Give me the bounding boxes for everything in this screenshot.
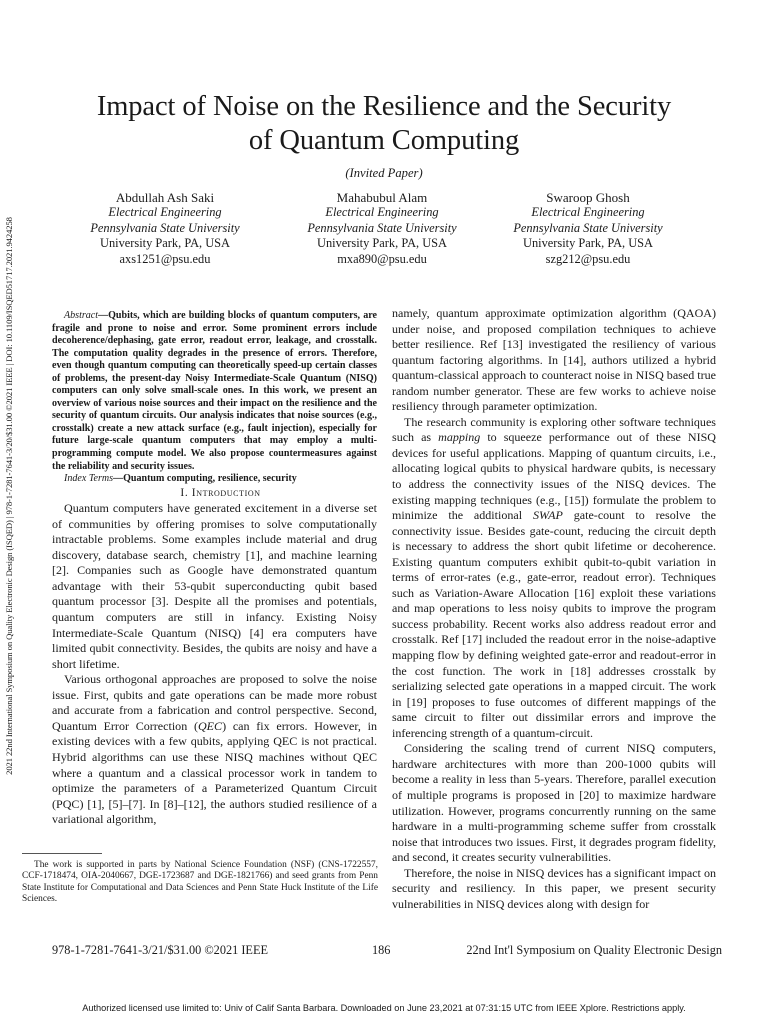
mapping-term: mapping bbox=[438, 430, 481, 445]
intro-paragraph-2 bbox=[52, 672, 377, 827]
author-name: Swaroop Ghosh bbox=[546, 190, 630, 205]
section-title: Introduction bbox=[191, 486, 261, 499]
section-heading bbox=[52, 486, 377, 502]
index-terms bbox=[52, 473, 377, 486]
right-paragraph-2-text-a: The research community is exploring other software techniques such as bbox=[392, 414, 716, 445]
doi-sidebar-text: 2021 22nd International Symposium on Quality Electronic Design (ISQED) | 978-1-7281-7641-3/20/$31.00 ©2021 IEEE | DOI: 10.1109/ISQED51717.2021.9424258 bbox=[4, 217, 14, 775]
footnote-divider bbox=[22, 853, 102, 854]
author-department: Electrical Engineering bbox=[108, 205, 222, 220]
author-university: Pennsylvania State University bbox=[513, 220, 663, 235]
page-number: 186 bbox=[372, 943, 391, 957]
authorized-use-notice: Authorized licensed use limited to: Univ of Calif Santa Barbara. Downloaded on June 23,2021 at 07:31:15 UTC from IEEE Xplore. Restrictions apply. bbox=[82, 1003, 686, 1013]
right-paragraph-1: namely, quantum approximate optimization algorithm (QAOA) under noise, and proposed compilation techniques to achieve better resilience. Ref [13] investigated the resiliency of various quantum factoring algorithms. In [14], authors utilized a hybrid quantum-classical approach to counteract noise in NISQ based true random number generator. These are few works to achieve noise resiliency through parameter optimization. bbox=[392, 306, 716, 414]
abstract-text: —Qubits, which are building blocks of quantum computers, are fragile and prone to noise and error. Some prominent errors include decoherence/dephasing, gate error, readout error, leakage, and crosstalk. The computation quality degrades in the presence of errors. Therefore, even though quantum computing can theoretically speed-up certain classes of problems, the present-day Noisy Intermediate-Scale Quantum (NISQ) computers can only solve small-scale ones. In this work, we present an overview of various noise sources and their impact on the resilience and the security of quantum circuits. Our analysis indicates that noise sources (e.g., crosstalk) create a new attack surface (e.g., fault injection), especially for future large-scale quantum computers that may employ a multi-programming compute model. We also propose countermeasures against the reliability and security issues. bbox=[52, 310, 377, 472]
author-location: University Park, PA, USA bbox=[317, 236, 447, 251]
left-column bbox=[52, 310, 377, 828]
footer-conference: 22nd Int'l Symposium on Quality Electronic Design bbox=[466, 943, 722, 957]
author-university: Pennsylvania State University bbox=[307, 220, 457, 235]
author-name: Mahabubul Alam bbox=[336, 190, 428, 205]
intro-paragraph-2-text-b: ) can fix errors. However, in existing devices with a few qubits, applying QEC is not practical. Hybrid algorithms can use these NISQ machines without QEC where a quantum and a classical processor work in tandem to optimize the parameters of a Parameterized Quantum Circuit (PQC) [1], [5]–[7]. In [8]–[12], the authors studied resilience of a variational algorithm, bbox=[52, 718, 377, 827]
footer-isbn: 978-1-7281-7641-3/21/$31.00 ©2021 IEEE bbox=[52, 943, 268, 957]
author-email: szg212@psu.edu bbox=[545, 251, 631, 266]
author-location: University Park, PA, USA bbox=[100, 236, 230, 251]
author-email: axs1251@psu.edu bbox=[119, 251, 211, 266]
right-paragraph-2 bbox=[392, 415, 716, 741]
author-name: Abdullah Ash Saki bbox=[115, 190, 215, 205]
abstract-label: Abstract bbox=[64, 310, 99, 321]
right-paragraph-3: Considering the scaling trend of current NISQ computers, hardware architectures with more than 200-1000 qubits will become a reality in less than 5-years. Therefore, parallel execution of multiple programs is proposed in [20] to maximize hardware utilization. However, programs concurrently running on the same hardware in a multi-programming scheme suffer from crosstalk noise that introduces two issues. First, it degrades program fidelity, and second, it creates security vulnerabilities. bbox=[392, 741, 716, 865]
index-terms-label: Index Terms bbox=[64, 473, 114, 485]
swap-term: SWAP bbox=[532, 508, 563, 523]
author-block-3 bbox=[493, 190, 683, 267]
right-column bbox=[392, 306, 716, 912]
author-block-2 bbox=[287, 190, 477, 267]
funding-footnote: The work is supported in parts by National Science Foundation (NSF) (CNS-1722557, CCF-1718474, OIA-2040667, DGE-1723687 and DGE-1821766) and seed grants from Penn State Institute for Computational and Data Sciences and Penn State Huck Institute of the Life Sciences. bbox=[22, 860, 378, 904]
invited-paper-note: (Invited Paper) bbox=[345, 166, 423, 180]
right-paragraph-4: Therefore, the noise in NISQ devices has a significant impact on security and resiliency. In this paper, we present security vulnerabilities in NISQ devices along with design for bbox=[392, 865, 716, 911]
right-paragraph-2-text-b: to squeeze performance out of these NISQ devices for useful applications. Mapping of quantum circuits, i.e., allocating logical qubits to physical hardware qubits, is necessary to address the connectivity issues of the NISQ devices. The existing mapping techniques (e.g., [15]) formulate the problem to minimize the additional bbox=[392, 430, 717, 523]
paper-title-line-2: of Quantum Computing bbox=[248, 125, 520, 156]
author-location: University Park, PA, USA bbox=[523, 236, 653, 251]
section-number: I. bbox=[180, 486, 189, 499]
right-paragraph-2-text-c: gate-count to resolve the connectivity issue. Besides gate-count, reducing the circuit depth is necessary to address the short qubit lifetime or decoherence. Existing quantum computers exhibit qubit-to-qubit variation in terms of error-rates (e.g., gate-error, readout error). Techniques such as Variation-Aware Allocation [16] exploit these variations and map operations to less noisy qubits to improve the program success probability. Recent works also address readout error and crosstalk. Ref [17] included the readout error in the noise-adaptive mapping flow by defining weighted gate-error and readout-error in the cost function. The work in [18] addresses crosstalk by serializing selected gate operations in a mapped circuit. The work in [19] proposes to fuse outcomes of different mappings of the same circuit to filter out dissimilar errors and improve the inferencing strength of a quantum-circuit. bbox=[392, 508, 717, 740]
paper-title bbox=[40, 90, 728, 158]
doi-sidebar bbox=[2, 186, 16, 806]
paper-title-line-1: Impact of Noise on the Resilience and the Security bbox=[96, 91, 672, 122]
author-university: Pennsylvania State University bbox=[90, 220, 240, 235]
qec-term: QEC bbox=[197, 718, 223, 733]
intro-paragraph-2-text-a: Various orthogonal approaches are proposed to solve the noise issue. First, qubits and gate operations can be made more robust and accurate from a fabrication and control perspective. Second, Quantum Error Correction ( bbox=[52, 672, 377, 733]
author-department: Electrical Engineering bbox=[325, 205, 439, 220]
author-department: Electrical Engineering bbox=[531, 205, 645, 220]
abstract bbox=[52, 310, 377, 473]
intro-paragraph-1: Quantum computers have generated excitement in a diverse set of communities by offering promises to solve computationally intractable problems. Some examples include material and drug discovery, database search, chemistry [1], and machine learning [2]. Companies such as Google have demonstrated quantum advantage with their 53-qubit superconducting qubit based quantum processor [3]. Despite all the promises and potentials, quantum computers are still in infancy. Existing Noisy Intermediate-Scale Quantum (NISQ) [4] era computers have limited qubit connectivity. Besides, the qubits are noisy and have a short lifetime. bbox=[52, 501, 377, 671]
index-terms-text: —Quantum computing, resilience, security bbox=[113, 473, 297, 485]
author-block-1 bbox=[70, 190, 260, 267]
author-email: mxa890@psu.edu bbox=[337, 251, 427, 266]
